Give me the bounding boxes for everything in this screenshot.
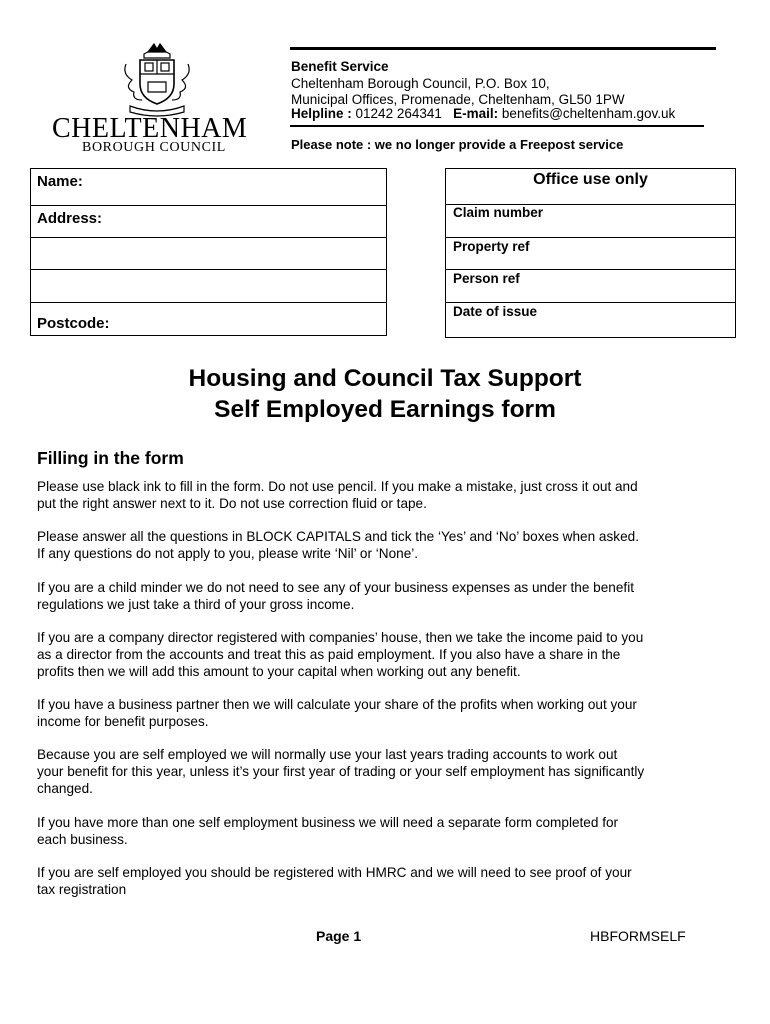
paragraph-trading-accounts — [37, 746, 749, 797]
office-field-property-ref[interactable] — [446, 238, 735, 270]
paragraph-line: Please use black ink to fill in the form. Do not use pencil. If you make a mistake, just cross it out and — [37, 479, 638, 494]
address-line-1: Cheltenham Borough Council, P.O. Box 10, — [291, 76, 550, 91]
paragraph-line: changed. — [37, 781, 93, 796]
paragraph-business-partner — [37, 696, 749, 730]
form-title-line-2: Self Employed Earnings form — [214, 396, 556, 423]
paragraph-child-minder — [37, 579, 749, 613]
paragraph-capitals — [37, 528, 749, 562]
office-field-label: Date of issue — [453, 304, 538, 319]
logo-subtitle: BOROUGH COUNCIL — [82, 140, 226, 155]
paragraph-line: tax registration — [37, 882, 127, 897]
paragraph-ink — [37, 478, 749, 512]
service-title: Benefit Service — [291, 59, 389, 74]
logo-wordmark: CHELTENHAM — [52, 113, 248, 144]
section-heading: Filling in the form — [37, 448, 184, 468]
paragraph-line: each business. — [37, 832, 128, 847]
name-field[interactable] — [31, 169, 386, 206]
office-use-box — [445, 168, 736, 338]
helpline-label: Helpline : — [291, 106, 352, 121]
paragraph-line: as a director from the accounts and treat this as paid employment. If you also have a share in the — [37, 647, 621, 662]
paragraph-line: If you are self employed you should be registered with HMRC and we will need to see proof of your — [37, 865, 632, 880]
address-field-line-3[interactable] — [31, 270, 386, 303]
paragraph-line: If any questions do not apply to you, please write ‘Nil’ or ‘None’. — [37, 546, 419, 561]
header-rule-bottom — [290, 125, 704, 127]
office-field-person-ref[interactable] — [446, 270, 735, 303]
address-field-line-1[interactable] — [31, 206, 386, 238]
postcode-label: Postcode: — [37, 315, 110, 332]
email-link[interactable]: benefits@cheltenham.gov.uk — [501, 106, 676, 121]
paragraph-line: Because you are self employed we will normally use your last years trading accounts to work out — [37, 747, 618, 762]
paragraph-company-director — [37, 629, 749, 680]
paragraph-line: put the right answer next to it. Do not use correction fluid or tape. — [37, 496, 427, 511]
paragraph-line: income for benefit purposes. — [37, 714, 209, 729]
paragraph-line: If you have a business partner then we will calculate your share of the profits when working out your — [37, 697, 637, 712]
office-field-date-of-issue[interactable] — [446, 303, 735, 337]
paragraph-line: Please answer all the questions in BLOCK CAPITALS and tick the ‘Yes’ and ‘No’ boxes when asked. — [37, 529, 639, 544]
office-field-claim-number[interactable] — [446, 205, 735, 238]
office-field-label: Claim number — [453, 205, 544, 220]
helpline-line — [291, 106, 675, 122]
freepost-notice: Please note : we no longer provide a Freepost service — [291, 137, 624, 152]
paragraph-hmrc — [37, 864, 749, 898]
form-code: HBFORMSELF — [590, 928, 686, 944]
office-use-title: Office use only — [533, 171, 648, 188]
office-field-label: Property ref — [453, 239, 530, 254]
paragraph-line: If you are a company director registered with companies’ house, then we take the income paid to you — [37, 630, 644, 645]
address-label: Address: — [37, 210, 103, 227]
email-label: E-mail: — [453, 106, 499, 121]
form-title-line-1: Housing and Council Tax Support — [188, 365, 582, 392]
office-use-header — [446, 169, 735, 205]
paragraph-line: profits then we will add this amount to your capital when working out any benefit. — [37, 664, 521, 679]
paragraph-line: If you have more than one self employment business we will need a separate form completed for — [37, 815, 619, 830]
helpline-number: 01242 264341 — [355, 106, 442, 121]
office-field-label: Person ref — [453, 271, 520, 286]
council-crest-logo — [118, 40, 196, 120]
paragraph-line: regulations we just take a third of your gross income. — [37, 597, 355, 612]
postcode-field[interactable] — [31, 303, 386, 336]
address-field-line-2[interactable] — [31, 238, 386, 270]
claimant-details-box — [30, 168, 387, 336]
paragraph-multiple-businesses — [37, 814, 749, 848]
paragraph-line: your benefit for this year, unless it’s your first year of trading or your self employment has significantly — [37, 764, 645, 779]
name-label: Name: — [37, 173, 83, 190]
header-rule-top — [290, 47, 716, 50]
paragraph-line: If you are a child minder we do not need to see any of your business expenses as under the benefit — [37, 580, 634, 595]
page-number: Page 1 — [316, 928, 362, 944]
address-line-2: Municipal Offices, Promenade, Cheltenham, GL50 1PW — [291, 92, 625, 107]
